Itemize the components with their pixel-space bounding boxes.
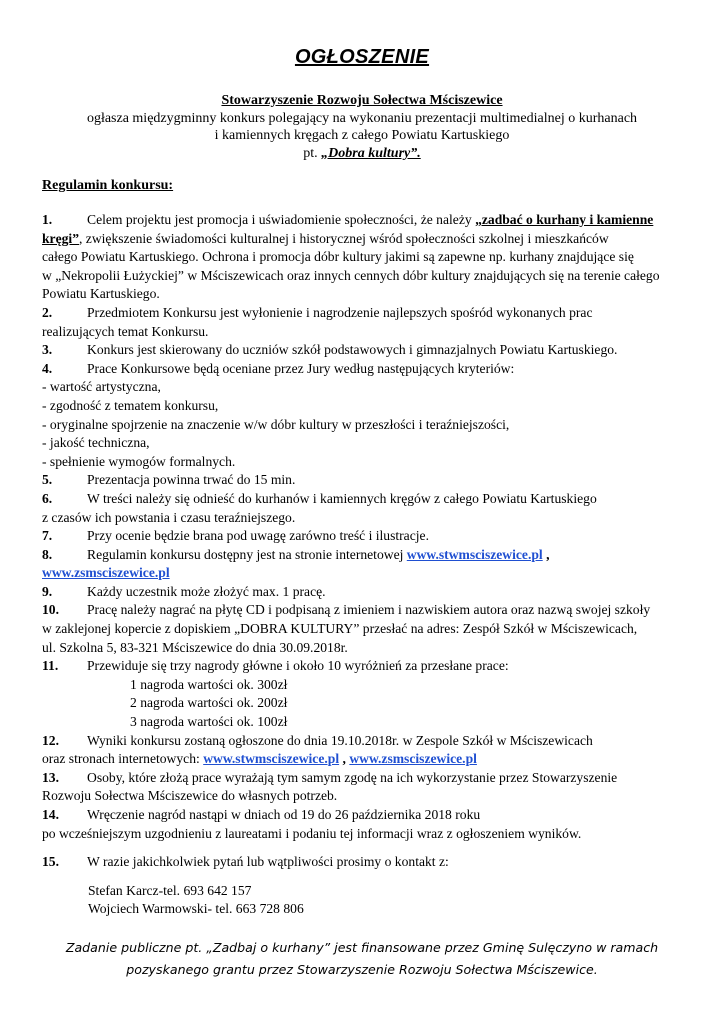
item-text: W treści należy się odnieść do kurhanów i kamiennych kręgów z całego Powiatu Kartuskiego [87, 490, 597, 506]
criteria-item: - zgodność z tematem konkursu, [42, 397, 219, 413]
item-number: 12. [42, 732, 59, 748]
website-link-stwmsciszewice[interactable]: www.stwmsciszewice.pl [203, 751, 340, 767]
funding-note [0, 937, 724, 981]
intro-line: ogłasza międzygminny konkurs polegający na wykonaniu prezentacji multimedialnej o kurhanach [86, 110, 638, 126]
item-number: 1. [42, 212, 53, 227]
contact-person: Stefan Karcz-tel. 693 642 157 [88, 882, 252, 898]
item-text: Przewiduje się trzy nagrody główne i około 10 wyróżnień za przesłane prace: [87, 658, 509, 674]
item-number: 5. [42, 472, 53, 488]
intro-line: i kamiennych kręgach z całego Powiatu Kartuskiego [214, 128, 510, 143]
emphasis-text: kręgi” [42, 230, 79, 246]
item-text: Rozwoju Sołectwa Mściszewice do własnych potrzeb. [42, 788, 338, 804]
item-text: Prezentacja powinna trwać do 15 min. [87, 472, 296, 488]
item-text: Konkurs jest skierowany do uczniów szkół podstawowych i gimnazjalnych Powiatu Kartuskiego. [87, 342, 618, 358]
item-text: Powiatu Kartuskiego. [42, 286, 160, 302]
website-link-stwmsciszewice[interactable]: www.stwmsciszewice.pl [406, 546, 543, 562]
prize-item: 2 nagroda wartości ok. 200zł [130, 695, 288, 711]
emphasis-text: „zadbać o kurhany i kamienne [475, 212, 654, 227]
item-number: 6. [42, 490, 53, 506]
item-number: 11. [42, 658, 59, 674]
item-number: 4. [42, 360, 53, 376]
contest-title: „Dobra kultury”. [321, 145, 421, 161]
funding-line: Zadanie publiczne pt. „Zadbaj o kurhany” jest finansowane przez Gminę Sulęczyno w ramach [65, 940, 659, 955]
item-text: Celem projektu jest promocja i uświadomienie społeczności, że należy [87, 212, 476, 227]
item-text: , zwiększenie świadomości kulturalnej i historycznej wśród społeczności szkolnej i mieszkańców [79, 230, 609, 246]
item-text: w „Nekropolii Łużyckiej” w Mściszewicach oraz innych cennych dóbr kultury znajdujących się na terenie całego [42, 267, 660, 283]
item-text: Pracę należy nagrać na płytę CD i podpisaną z imieniem i nazwiskiem autora oraz nazwą swojej szkoły [87, 602, 651, 618]
criteria-item: - jakość techniczna, [42, 435, 150, 451]
item-number: 13. [42, 769, 59, 785]
item-text: Wręczenie nagród nastąpi w dniach od 19 do 26 października 2018 roku [87, 807, 481, 822]
page-title: OGŁOSZENIE [294, 46, 430, 68]
separator: , [542, 546, 550, 562]
item-text: Regulamin konkursu dostępny jest na stronie internetowej [87, 546, 407, 562]
item-number: 7. [42, 528, 53, 544]
regulations-heading: Regulamin konkursu: [42, 178, 174, 193]
item-text: Przedmiotem Konkursu jest wyłonienie i nagrodzenie najlepszych spośród wykonanych prac [87, 304, 593, 320]
item-text: całego Powiatu Kartuskiego. Ochrona i promocja dóbr kultury jakimi są zapewne np. kurhany znajdujące się [42, 249, 634, 265]
contact-person: Wojciech Warmowski- tel. 663 728 806 [88, 901, 304, 917]
website-link-zsmsciszewice[interactable]: www.zsmsciszewice.pl [42, 565, 170, 581]
item-text: oraz stronach internetowych: [42, 751, 204, 767]
item-text: po wcześniejszym uzgodnieniu z laureatami i podaniu tej informacji wraz z ogłoszeniem wyników. [42, 825, 582, 841]
criteria-item: - wartość artystyczna, [42, 379, 161, 395]
item-number: 14. [42, 807, 59, 822]
item-text: realizujących temat Konkursu. [42, 323, 209, 339]
item-number: 3. [42, 342, 53, 358]
item-number: 9. [42, 583, 53, 599]
criteria-item: - spełnienie wymogów formalnych. [42, 453, 236, 469]
item-text: z czasów ich powstania i czasu teraźniejszego. [42, 509, 296, 525]
intro-block [0, 92, 724, 162]
item-number: 15. [42, 854, 59, 870]
item-text: Każdy uczestnik może złożyć max. 1 pracę. [87, 583, 326, 599]
separator: , [339, 751, 350, 767]
regulations-body [42, 211, 692, 919]
prize-item: 1 nagroda wartości ok. 300zł [130, 676, 288, 692]
item-text: W razie jakichkolwiek pytań lub wątpliwości prosimy o kontakt z: [87, 854, 449, 870]
criteria-item: - oryginalne spojrzenie na znaczenie w/w dóbr kultury w przeszłości i teraźniejszości, [42, 416, 510, 432]
item-text: Wyniki konkursu zostaną ogłoszone do dnia 19.10.2018r. w Zespole Szkół w Mściszewicach [87, 732, 593, 748]
website-link-zsmsciszewice[interactable]: www.zsmsciszewice.pl [349, 751, 477, 767]
prize-item: 3 nagroda wartości ok. 100zł [130, 714, 288, 730]
organization-name: Stowarzyszenie Rozwoju Sołectwa Mściszewice [221, 93, 503, 108]
item-text: Przy ocenie będzie brana pod uwagę zarówno treść i ilustracje. [87, 528, 429, 544]
item-number: 10. [42, 602, 59, 618]
item-number: 2. [42, 304, 53, 320]
item-number: 8. [42, 546, 53, 562]
funding-line: pozyskanego grantu przez Stowarzyszenie Rozwoju Sołectwa Mściszewice. [126, 962, 598, 977]
intro-prefix: pt. [303, 145, 318, 161]
item-text: Prace Konkursowe będą oceniane przez Jury według następujących kryteriów: [87, 360, 515, 376]
item-text: w zaklejonej kopercie z dopiskiem „DOBRA KULTURY” przesłać na adres: Zespół Szkół w Mściszewicach, [42, 621, 638, 637]
item-text: ul. Szkolna 5, 83-321 Mściszewice do dnia 30.09.2018r. [42, 639, 348, 655]
item-text: Osoby, które złożą prace wyrażają tym samym zgodę na ich wykorzystanie przez Stowarzyszenie [87, 769, 618, 785]
